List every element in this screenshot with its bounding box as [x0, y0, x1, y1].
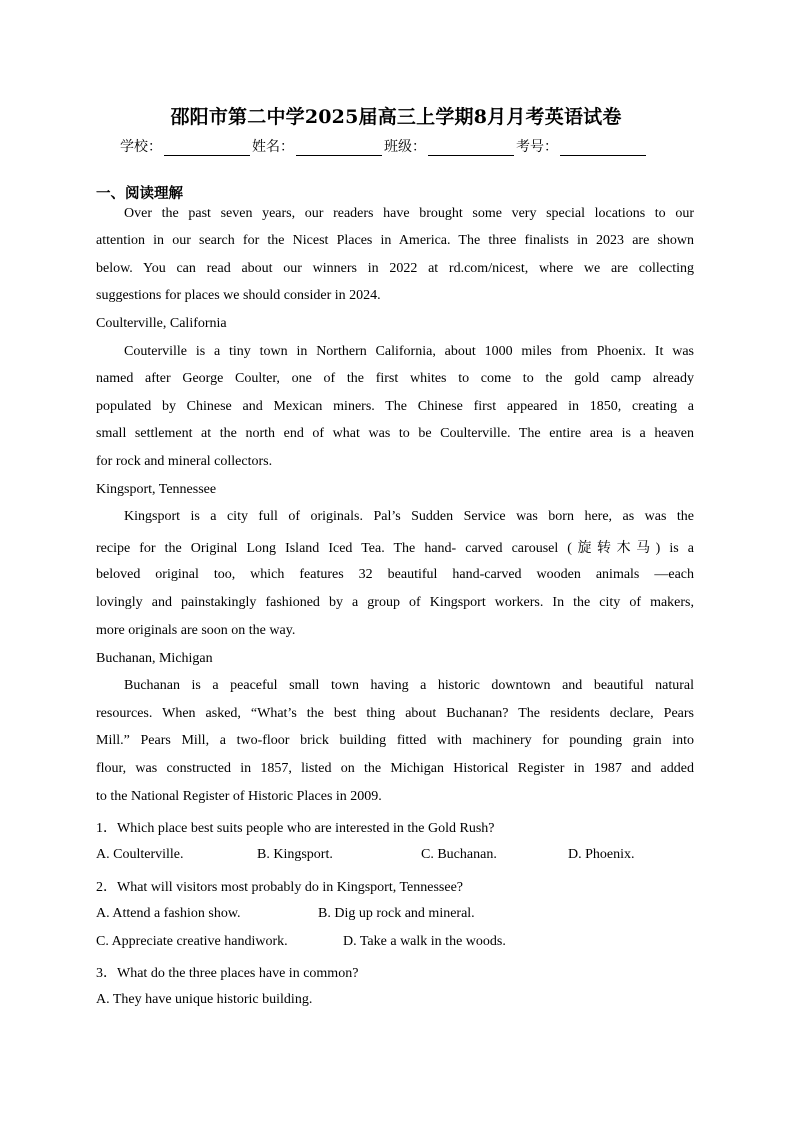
name-label: 姓名：: [252, 139, 294, 155]
place-line: lovingly and painstakingly fashioned by a group of Kingsport workers. In the city of makers,: [96, 595, 694, 610]
place-line: for rock and mineral collectors.: [96, 454, 273, 469]
question-stem: 2．What will visitors most probably do in Kingsport, Tennessee?: [96, 880, 463, 895]
place-line: recipe for the Original Long Island Iced Tea. The hand- carved carousel (旋转木马) is a: [96, 541, 694, 556]
place-line: Buchanan is a peaceful small town having a historic downtown and beautiful natural: [124, 678, 694, 693]
intro-line: suggestions for places we should consider in 2024.: [96, 288, 381, 303]
place-line: Couterville is a tiny town in Northern California, about 1000 miles from Phoenix. It was: [124, 344, 694, 359]
class-blank: [428, 141, 514, 156]
place-line: populated by Chinese and Mexican miners. The Chinese first appeared in 1850, creating a: [96, 399, 694, 414]
class-label: 班级：: [384, 139, 426, 155]
place-line: named after George Coulter, one of the first whites to come to the gold camp already: [96, 371, 694, 386]
intro-line: Over the past seven years, our readers have brought some very special locations to our: [124, 206, 694, 221]
place-line: to the National Register of Historic Places in 2009.: [96, 789, 382, 804]
place-line: resources. When asked, “What’s the best thing about Buchanan? The residents declare, Pears: [96, 706, 694, 721]
option-c: C. Buchanan.: [421, 847, 497, 862]
option-b: B. Dig up rock and mineral.: [318, 906, 475, 921]
option-d: D. Take a walk in the woods.: [343, 934, 506, 949]
question-stem: 3．What do the three places have in common?: [96, 966, 359, 981]
place-heading: Kingsport, Tennessee: [96, 482, 217, 497]
school-blank: [164, 141, 250, 156]
page-title: 邵阳市第二中学2025届高三上学期8月月考英语试卷: [170, 106, 622, 128]
place-heading: Coulterville, California: [96, 316, 227, 331]
place-line: more originals are soon on the way.: [96, 623, 296, 638]
place-line: flour, was constructed in 1857, listed on the Michigan Historical Register in 1987 and added: [96, 761, 694, 776]
number-label: 考号：: [516, 139, 558, 155]
option-a: A. Attend a fashion show.: [96, 906, 241, 921]
place-line: beloved original too, which features 32 beautiful hand-carved wooden animals —each: [96, 567, 694, 582]
intro-line: below. You can read about our winners in 2022 at rd.com/nicest, where we are collecting: [96, 261, 694, 276]
option-b: B. Kingsport.: [257, 847, 333, 862]
intro-line: attention in our search for the Nicest Places in America. The three finalists in 2023 are shown: [96, 233, 694, 248]
option-d: D. Phoenix.: [568, 847, 635, 862]
place-line: Mill.” Pears Mill, a two-floor brick building fitted with machinery for pounding grain into: [96, 733, 694, 748]
option-c: C. Appreciate creative handiwork.: [96, 934, 288, 949]
option-a: A. They have unique historic building.: [96, 992, 313, 1007]
place-heading: Buchanan, Michigan: [96, 651, 213, 666]
place-line: small settlement at the north end of what was to be Coulterville. The entire area is a heaven: [96, 426, 694, 441]
student-info-row: [120, 136, 648, 156]
option-a: A. Coulterville.: [96, 847, 184, 862]
question-stem: 1．Which place best suits people who are interested in the Gold Rush?: [96, 821, 495, 836]
school-label: 学校：: [120, 139, 162, 155]
name-blank: [296, 141, 382, 156]
section-heading: 一、阅读理解: [96, 186, 183, 202]
number-blank: [560, 141, 646, 156]
place-line: Kingsport is a city full of originals. Pal’s Sudden Service was born here, as was the: [124, 509, 694, 524]
